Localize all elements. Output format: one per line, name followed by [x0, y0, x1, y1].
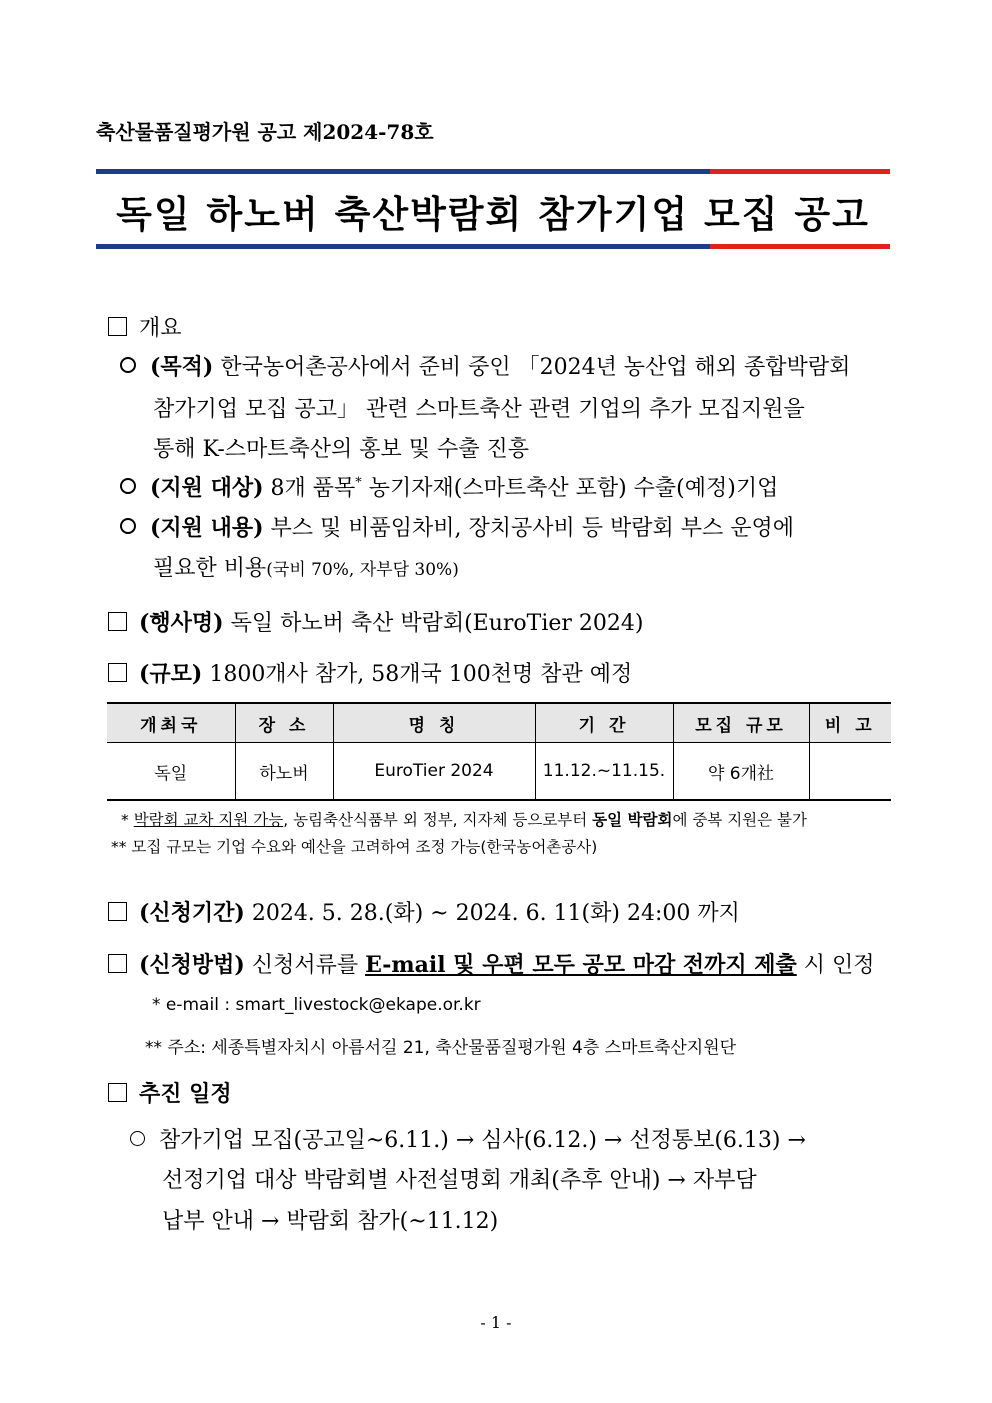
method-emphasis: E-mail 및 우편 모두 공모 마감 전까지 제출: [365, 952, 797, 978]
support-cost-note: (국비 70%, 자부담 30%): [266, 560, 459, 580]
page-title: 독일 하노버 축산박람회 참가기업 모집 공고: [116, 193, 870, 236]
support-text-cont: [153, 551, 459, 582]
table-cell-venue: 하노버: [235, 743, 333, 801]
footnote-cross-application: [121, 808, 807, 830]
event-info-table: [107, 702, 891, 801]
target-label: (지원 대상): [150, 475, 264, 501]
purpose-text-cont: 통해 K-스마트축산의 홍보 및 수출 진흥: [153, 437, 530, 462]
target-text: 농기자재(스마트축산 포함) 수출(예정)기업: [361, 476, 779, 501]
footnote-marker: *: [355, 475, 362, 491]
section-method: [108, 948, 875, 979]
table-header-row: [107, 703, 891, 743]
method-text: 신청서류를: [244, 953, 366, 978]
table-row: [107, 743, 891, 801]
bullet-circle-icon: [120, 478, 136, 494]
table-header-cell: 명 칭: [333, 703, 535, 743]
section-schedule: [108, 1077, 232, 1108]
schedule-item: [130, 1123, 806, 1154]
section-heading: 개요: [139, 316, 182, 341]
checkbox-square-icon: [108, 612, 127, 631]
section-overview: [108, 311, 182, 342]
table-cell-country: 독일: [107, 743, 235, 801]
checkbox-square-icon: [108, 317, 127, 336]
checkbox-square-icon: [108, 1083, 127, 1102]
checkbox-square-icon: [108, 954, 127, 973]
footnote-scale-adjust: ** 모집 규모는 기업 수요와 예산을 고려하여 조정 가능(한국농어촌공사): [111, 838, 598, 856]
divider-red-segment: [710, 244, 890, 249]
schedule-text-cont: 선정기업 대상 박람회별 사전설명회 개최(추후 안내) → 자부담: [162, 1168, 757, 1193]
footnote-text: , 농림축산식품부 외 정부, 지자체 등으로부터: [283, 811, 593, 829]
support-item: [120, 511, 794, 542]
divider-red-segment: [710, 169, 890, 174]
period-label: (신청기간): [139, 900, 245, 926]
table-header-cell: 비 고: [809, 703, 891, 743]
footnote-bold-text: 동일 박람회: [592, 811, 673, 829]
table-cell-scale: 약 6개社: [673, 743, 809, 801]
email-note: * e-mail : smart_livestock@ekape.or.kr: [152, 995, 481, 1015]
support-text: 부스 및 비품임차비, 장치공사비 등 박람회 부스 운영에: [263, 516, 794, 541]
footnote-text: 에 중복 지원은 불가: [672, 811, 808, 829]
divider-blue-segment: [96, 169, 710, 174]
top-divider-bar: [96, 169, 890, 174]
purpose-item: [120, 350, 850, 381]
section-event: [108, 606, 643, 637]
scale-label: (규모): [139, 661, 203, 687]
schedule-text-cont: 납부 안내 → 박람회 참가(~11.12): [162, 1209, 499, 1234]
page-number: - 1 -: [480, 1313, 512, 1332]
section-heading: 추진 일정: [139, 1081, 232, 1107]
support-label: (지원 내용): [150, 515, 264, 541]
table-header-cell: 기 간: [535, 703, 673, 743]
event-text: 독일 하노버 축산 박람회(EuroTier 2024): [223, 611, 644, 636]
table-cell-period: 11.12.~11.15.: [535, 743, 673, 801]
divider-blue-segment: [96, 244, 710, 249]
period-text: 2024. 5. 28.(화) ~ 2024. 6. 11(화) 24:00 까지: [244, 901, 740, 926]
method-text: 시 인정: [796, 953, 875, 978]
scale-text: 1800개사 참가, 58개국 100천명 참관 예정: [202, 662, 633, 687]
footnote-marker: *: [121, 811, 134, 829]
checkbox-square-icon: [108, 902, 127, 921]
footnote-underlined-text: 박람회 교차 지원 가능: [133, 811, 284, 829]
checkbox-square-icon: [108, 663, 127, 682]
purpose-label: (목적): [150, 354, 214, 380]
section-scale: [108, 657, 632, 688]
bullet-circle-icon: [130, 1131, 145, 1146]
support-text: 필요한 비용: [153, 556, 267, 581]
bullet-circle-icon: [120, 518, 136, 534]
bullet-circle-icon: [120, 357, 136, 373]
table-header-cell: 장 소: [235, 703, 333, 743]
purpose-text-cont: 참가기업 모집 공고」 관련 스마트축산 관련 기업의 추가 모집지원을: [153, 397, 805, 422]
table-cell-name: EuroTier 2024: [333, 743, 535, 801]
event-label: (행사명): [139, 610, 224, 636]
table-header-cell: 개최국: [107, 703, 235, 743]
schedule-text: 참가기업 모집(공고일~6.11.) → 심사(6.12.) → 선정통보(6.13) →: [159, 1128, 806, 1153]
address-note: ** 주소: 세종특별자치시 아름서길 21, 축산물품질평가원 4층 스마트축산지원단: [145, 1038, 737, 1058]
table-header-cell: 모집 규모: [673, 703, 809, 743]
method-label: (신청방법): [139, 952, 245, 978]
bottom-divider-bar: [96, 244, 890, 249]
purpose-text: 한국농어촌공사에서 준비 중인 「2024년 농산업 해외 종합박람회: [213, 355, 851, 380]
table-cell-remarks: [809, 743, 891, 801]
target-text: 8개 품목: [263, 476, 356, 501]
target-item: [120, 471, 778, 502]
section-period: [108, 896, 740, 927]
notice-number: 축산물품질평가원 공고 제2024-78호: [96, 120, 434, 144]
